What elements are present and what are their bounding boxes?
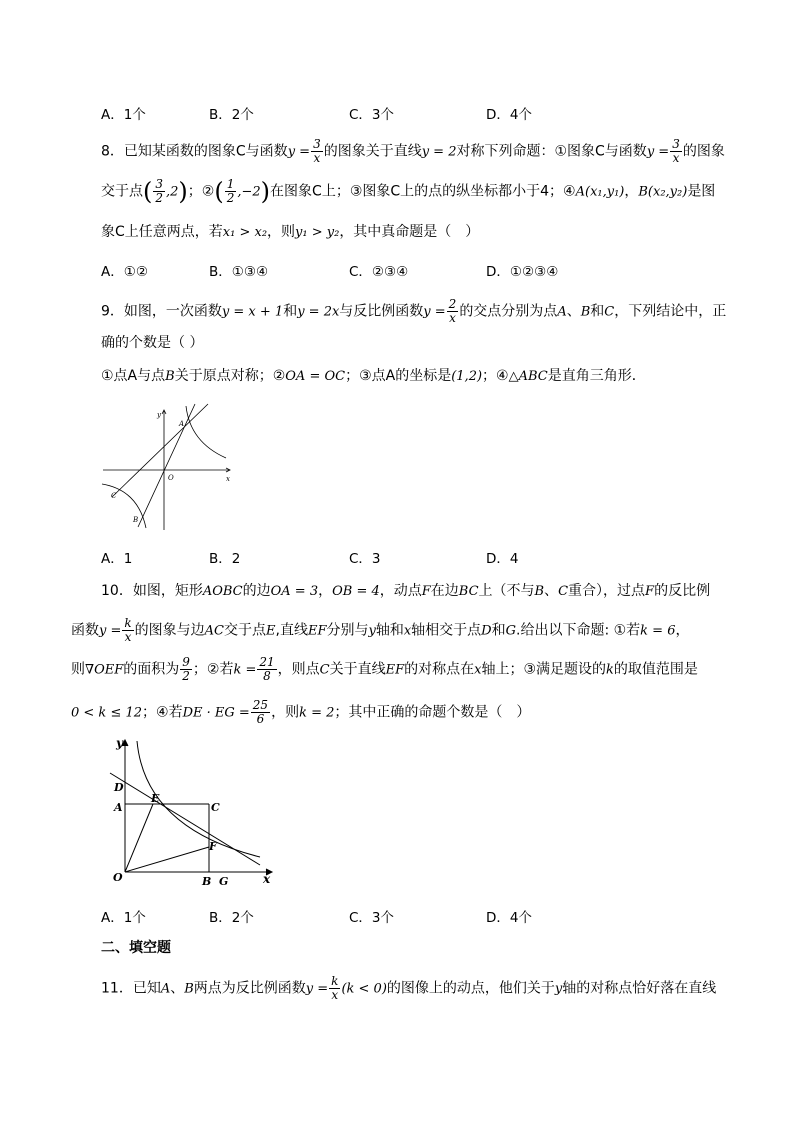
q10-text: ，则点 <box>277 661 320 678</box>
q9-frac-2x <box>447 298 459 325</box>
q9-coord: (1,2) <box>451 369 483 384</box>
q10-x-label: x <box>263 872 271 886</box>
q11-text: 的图像上的动点，他们关于 <box>386 980 555 997</box>
q10-text: 的取值范围是 <box>613 661 698 678</box>
q10-x: x <box>403 623 412 639</box>
q10-option-c: C．3个 <box>349 910 395 926</box>
q10-f: F <box>421 584 431 599</box>
q8-frac-3-2 <box>153 178 165 205</box>
q10-text: 的反比例 <box>654 583 711 599</box>
q8-line2 <box>101 178 715 205</box>
q10-text: 的图象与边 <box>134 622 205 639</box>
q10-text: ， <box>318 583 333 599</box>
q8-text: 象C上任意两点，若 <box>101 224 223 240</box>
q10-g-label: G <box>219 875 229 888</box>
q10-option-b: B．2个 <box>209 910 254 926</box>
q10-y: y <box>368 623 376 639</box>
q8-frac-num: 3 <box>313 137 321 151</box>
q9-point-b: B <box>580 304 591 320</box>
q10-frac-num: k <box>124 616 132 630</box>
q9-triangle: △ABC <box>508 369 548 384</box>
q11-frac-kx <box>329 975 340 1002</box>
q10-text: .给出以下命题: ①若 <box>516 622 641 639</box>
q9-c-label: C <box>111 492 117 500</box>
q9-line2: 确的个数是（ ） <box>101 335 204 351</box>
q8-text: 在图象C上；③图象C上的点的纵坐标都小于4；④ <box>270 183 576 200</box>
q10-frac-kx <box>122 617 133 644</box>
q7-option-c: C．3个 <box>349 107 395 123</box>
q10-line1 <box>101 581 710 602</box>
q9-text: 是直角三角形． <box>547 368 646 384</box>
q10-frac-num: 9 <box>182 655 190 669</box>
q9-text: ①点A与点 <box>101 368 166 384</box>
q10-f: F <box>645 584 655 599</box>
q9-option-d: D．4 <box>486 551 519 567</box>
q9-option-b: B．2 <box>209 551 241 567</box>
q8-line-y2: y = 2 <box>421 144 457 160</box>
q9-text: 的交点分别为点 <box>459 303 558 320</box>
q10-frac-den: 6 <box>256 712 265 726</box>
q11-a: A <box>160 981 171 997</box>
q10-text: 交于点 <box>224 622 266 639</box>
q10-text: 轴上；③满足题设的 <box>481 661 607 678</box>
q10-ob: OB = 4 <box>332 584 380 599</box>
q9-text: ；③点A的坐标是 <box>345 368 452 384</box>
q8-point-a: A(x₁,y₁) <box>575 184 625 200</box>
q10-d: D <box>481 623 492 639</box>
q10-text: ，则 <box>271 704 300 721</box>
q10-option-d: D．4个 <box>486 910 532 926</box>
q11-text: 11．已知 <box>101 980 161 997</box>
q9-line3 <box>101 366 646 387</box>
q10-text: ；②若 <box>192 661 234 678</box>
q9-eq-oa-oc: OA = OC <box>285 369 346 384</box>
q10-y-label: y <box>116 736 123 750</box>
q10-text: ， <box>675 622 690 639</box>
q10-text: 分别与 <box>326 622 369 639</box>
q10-text: 关于直线 <box>329 661 386 678</box>
q9-text: 与反比例函数 <box>339 303 424 320</box>
q8-line3 <box>101 222 479 243</box>
q10-ef: EF <box>307 623 327 639</box>
q8-frac-num: 3 <box>155 177 164 191</box>
q8-point-tail: ,2 <box>166 184 179 200</box>
q8-frac-den: x <box>313 151 321 165</box>
q9-o-label: O <box>168 474 174 482</box>
q8-text: 是图 <box>687 183 716 200</box>
q10-frac-den: 2 <box>182 669 190 683</box>
q9-hyperbola-q1 <box>186 406 226 458</box>
q10-k6: k = 6 <box>640 623 676 639</box>
q10-c: C <box>558 584 569 599</box>
q9-frac-den: x <box>449 311 456 325</box>
q9-point-b: B <box>165 369 175 384</box>
q9-line1 <box>101 298 726 325</box>
q10-text: 的边 <box>242 583 271 599</box>
q10-text: 轴相交于点 <box>411 622 482 639</box>
q9-hyperbola-q3 <box>102 484 146 528</box>
q10-k-eq: k = <box>233 662 257 678</box>
q11-text: 、 <box>170 980 185 997</box>
q10-f-label: F <box>209 840 217 853</box>
q10-de-eg: DE · EG = <box>182 705 250 721</box>
q9-frac-num: 2 <box>448 297 457 311</box>
q10-text: 在边 <box>430 583 459 599</box>
q10-e-label: E <box>151 792 160 805</box>
q10-frac-num: 25 <box>252 698 269 712</box>
q10-oa: OA = 3 <box>270 584 319 599</box>
q10-line4 <box>71 699 530 726</box>
q9-x-label: x <box>226 475 230 483</box>
q10-frac-9-2 <box>180 656 192 683</box>
q11-y-eq: y = <box>305 981 329 997</box>
q10-b: B <box>534 584 545 599</box>
q8-text: ，则 <box>267 224 296 240</box>
q10-segment-of <box>125 847 209 872</box>
q10-rect: AOBC <box>202 584 243 599</box>
q10-text: 重合），过点 <box>568 583 646 599</box>
q10-x: x <box>474 662 482 678</box>
q10-text: 和 <box>491 622 506 639</box>
q10-ef: EF <box>385 662 405 678</box>
q10-range: 0 < k ≤ 12 <box>71 705 143 721</box>
q10-text: 轴和 <box>375 622 404 639</box>
q8-line1 <box>101 138 725 165</box>
q8-y-eq: y = <box>646 144 670 160</box>
q9-func1: y = x + 1 <box>221 304 284 320</box>
q9-text: 9．如图，一次函数 <box>101 303 222 320</box>
q9-text: 和 <box>590 303 605 320</box>
q11-y: y <box>554 981 563 997</box>
q7-option-b: B．2个 <box>209 107 254 123</box>
q10-text: ；④若 <box>142 704 183 721</box>
q10-e: E <box>266 623 276 639</box>
q10-text: ；其中正确的命题个数是（ ） <box>334 704 531 721</box>
q8-frac-3x <box>311 138 323 165</box>
q9-text: 关于原点对称；② <box>174 368 286 384</box>
q10-text: 10．如图，矩形 <box>101 583 203 599</box>
q8-paren: ( <box>143 177 153 206</box>
q8-text: 8．已知某函数的图象C与函数 <box>101 143 288 160</box>
q8-cond1: x₁ > x₂ <box>222 225 268 240</box>
q10-b-label: B <box>202 875 212 888</box>
q8-point-tail: ,−2 <box>237 184 261 200</box>
q10-line-ef <box>110 773 260 865</box>
q10-frac-den: x <box>124 630 132 644</box>
q8-frac-1-2 <box>225 178 237 205</box>
q8-text: 对称下列命题：①图象C与函数 <box>456 143 647 160</box>
q10-text: ,直线 <box>275 622 308 639</box>
q10-c: C <box>319 662 330 678</box>
q10-text: ，动点 <box>379 583 422 599</box>
q9-point-a: A <box>557 304 567 320</box>
q8-option-d: D．①②③④ <box>486 264 559 280</box>
q8-text: 交于点 <box>101 183 143 200</box>
q10-a-label: A <box>114 801 123 814</box>
q8-point-b: B(x₂,y₂) <box>638 184 688 200</box>
q10-frac-25-6 <box>251 699 270 726</box>
q11-frac-den: x <box>331 988 339 1002</box>
q10-voef: ∇OEF <box>85 662 124 678</box>
q8-option-b: B．①③④ <box>209 264 269 280</box>
q9-b-label: B <box>133 516 139 524</box>
q10-segment-oe <box>125 804 153 872</box>
q8-paren: ( <box>214 177 224 206</box>
q8-cond2: y₁ > y₂ <box>295 225 340 240</box>
q11-cond: (k < 0) <box>341 981 387 997</box>
q9-text: ，下列结论中，正 <box>614 303 727 320</box>
q8-paren: ) <box>260 177 271 206</box>
q8-option-c: C．②③④ <box>349 264 409 280</box>
q11-frac-num: k <box>331 974 339 988</box>
q9-text: ；④ <box>482 368 509 384</box>
q8-text: ， <box>624 183 639 200</box>
q8-frac-den: 2 <box>226 191 235 205</box>
q9-line-2x <box>138 404 195 527</box>
q9-option-a: A．1 <box>101 551 133 567</box>
q9-point-c: C <box>604 304 615 320</box>
q10-text: 上（不与 <box>478 583 535 599</box>
q10-k2: k = 2 <box>299 705 335 721</box>
q8-text: 的图象关于直线 <box>323 143 422 160</box>
q9-y-label: y <box>157 411 161 419</box>
q10-k: k <box>606 662 614 678</box>
q10-text: 的面积为 <box>123 661 180 678</box>
q7-option-d: D．4个 <box>486 107 532 123</box>
q10-ac: AC <box>204 623 224 639</box>
q8-frac-3x <box>670 138 682 165</box>
q8-frac-num: 1 <box>226 177 235 191</box>
q9-text: 、 <box>566 303 581 320</box>
q8-y-eq: y = <box>287 144 311 160</box>
q10-o-label: O <box>113 871 123 884</box>
q10-line3 <box>71 656 698 683</box>
q10-text: 函数 <box>71 622 99 639</box>
q11-b: B <box>184 981 194 997</box>
section-title: 二、填空题 <box>101 940 171 956</box>
q10-c-label: C <box>211 801 220 814</box>
q11-text: 两点为反比例函数 <box>193 980 306 997</box>
q8-frac-den: x <box>672 151 680 165</box>
q8-text: ，其中真命题是（ ） <box>339 224 480 240</box>
q9-y-eq: y = <box>423 304 446 320</box>
q9-figure <box>98 402 238 532</box>
q8-option-a: A．①② <box>101 264 148 280</box>
q9-func2: y = 2x <box>297 304 340 320</box>
q9-text: 和 <box>283 303 298 320</box>
q10-frac-den: 8 <box>263 669 271 683</box>
q8-text: 的图象 <box>682 143 725 160</box>
q10-text: 则 <box>71 661 85 678</box>
q10-bc: BC <box>458 584 479 599</box>
q10-figure <box>105 733 280 888</box>
q8-frac-num: 3 <box>672 137 680 151</box>
q10-line2 <box>71 617 689 644</box>
q8-paren: ) <box>178 177 188 206</box>
q9-option-c: C．3 <box>349 551 381 567</box>
q11-line1 <box>101 975 716 1002</box>
q10-text: 的对称点在 <box>404 661 475 678</box>
q10-d-label: D <box>114 781 124 794</box>
q10-frac-num: 21 <box>259 655 275 669</box>
q11-text: 轴的对称点恰好落在直线 <box>562 980 717 997</box>
q10-g: G <box>505 623 516 639</box>
q7-option-a: A．1个 <box>101 107 146 123</box>
q8-text: ；② <box>187 183 215 200</box>
q8-frac-den: 2 <box>155 191 164 205</box>
q10-option-a: A．1个 <box>101 910 146 926</box>
q10-y-eq: y = <box>99 623 122 639</box>
q10-frac-21-8 <box>257 656 276 683</box>
q9-a-label: A <box>179 420 185 428</box>
q10-text: 、 <box>544 583 559 599</box>
